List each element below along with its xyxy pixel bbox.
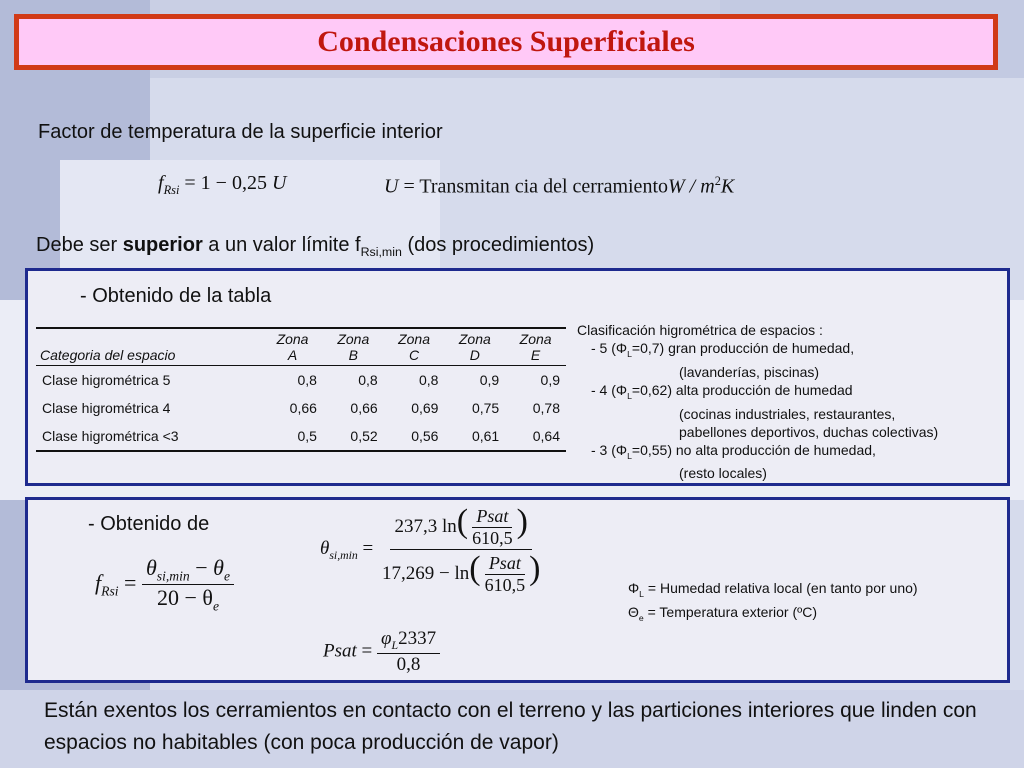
table-row [36, 422, 566, 451]
table-cell: 0,8 [297, 372, 317, 388]
header-zone: Zona A [276, 331, 309, 363]
exemption-note: Están exentos los cerramientos en contacto con el terreno y las particiones interiores que linden con espacios no habitables (con poca producción de vapor) [44, 699, 977, 754]
row-category: Clase higrométrica 5 [42, 372, 171, 388]
formula-frsi-theta: $f_{Rsi}$ = $\frac{\theta_{si,min} - \theta_e}{20 - \theta_e}$ [95, 555, 234, 615]
table-cell: 0,64 [532, 428, 560, 444]
header-zone: Zona C [398, 331, 431, 363]
table-cell: 0,8 [418, 372, 439, 388]
formula-frsi: $f_{Rsi} = 1 - 0,25$ U [158, 172, 287, 197]
table-cell: 0,5 [297, 428, 317, 444]
section-heading: Factor de temperatura de la superficie interior [38, 121, 443, 143]
header-zone: Zona D [458, 331, 491, 363]
table-cell: 0,75 [471, 400, 500, 416]
table-cell: 0,66 [289, 400, 317, 416]
title-banner [14, 14, 998, 70]
formula-theta-simin: $\theta_{si,min}$ = 237,3 ln( $\frac{\text{Psat}}{610,5}$ ) 17,269 − ln( $\frac{\text{Psat}}{610,5}$ ) [320, 503, 541, 596]
table-row [36, 366, 566, 395]
table-heading: - Obtenido de la tabla [80, 285, 272, 307]
debe-ser-text: Debe ser superior a un valor límite $f_{Rsi,min}$ (dos procedimientos) [36, 234, 595, 259]
table-cell: 0,9 [479, 372, 500, 388]
formula-u-definition: U = Transmitan cia del cerramientoW / $m^2K$ [384, 174, 735, 198]
table-cell: 0,78 [532, 400, 560, 416]
page-title: Condensaciones Superficiales [317, 25, 695, 58]
hygrometric-table [36, 327, 566, 452]
table-cell: 0,52 [350, 428, 378, 444]
row-category: Clase higrométrica 4 [42, 400, 171, 416]
table-cell: 0,69 [411, 400, 439, 416]
obtenido-de-heading: - Obtenido de [88, 513, 210, 535]
formula-legend: $\Phi_L$ = Humedad relativa local (en tanto por uno) $\Theta_e$ = Temperatura exterior (ºC) [628, 580, 918, 623]
table-row [36, 394, 566, 422]
table-header-row [36, 328, 566, 366]
hygrometric-classification: Clasificación higrométrica de espacios : - 5 $(\Phi_L=0,7)$ gran producción de humedad, (lavanderías, piscinas) - 4 $(\Phi_L=0,62)$ alta producción de humedad (cocinas industriales, restaurantes, pabellones deportivos, duchas colectivas) - 3 $(\Phi_L=0,55)$ no alta producción de humedad, (resto locales) [577, 322, 939, 482]
table-cell: 0,66 [350, 400, 378, 416]
row-category: Clase higrométrica <3 [42, 428, 179, 444]
table-cell: 0,9 [540, 372, 560, 388]
table-cell: 0,61 [471, 428, 500, 444]
header-category: Categoria del espacio [40, 347, 176, 363]
table-cell: 0,8 [358, 372, 378, 388]
header-zone: Zona B [337, 331, 370, 363]
formula-psat: Psat = $\frac{\varphi_L2337}{0,8}$ [323, 628, 440, 676]
table-cell: 0,56 [411, 428, 439, 444]
header-zone: Zona E [519, 331, 552, 363]
